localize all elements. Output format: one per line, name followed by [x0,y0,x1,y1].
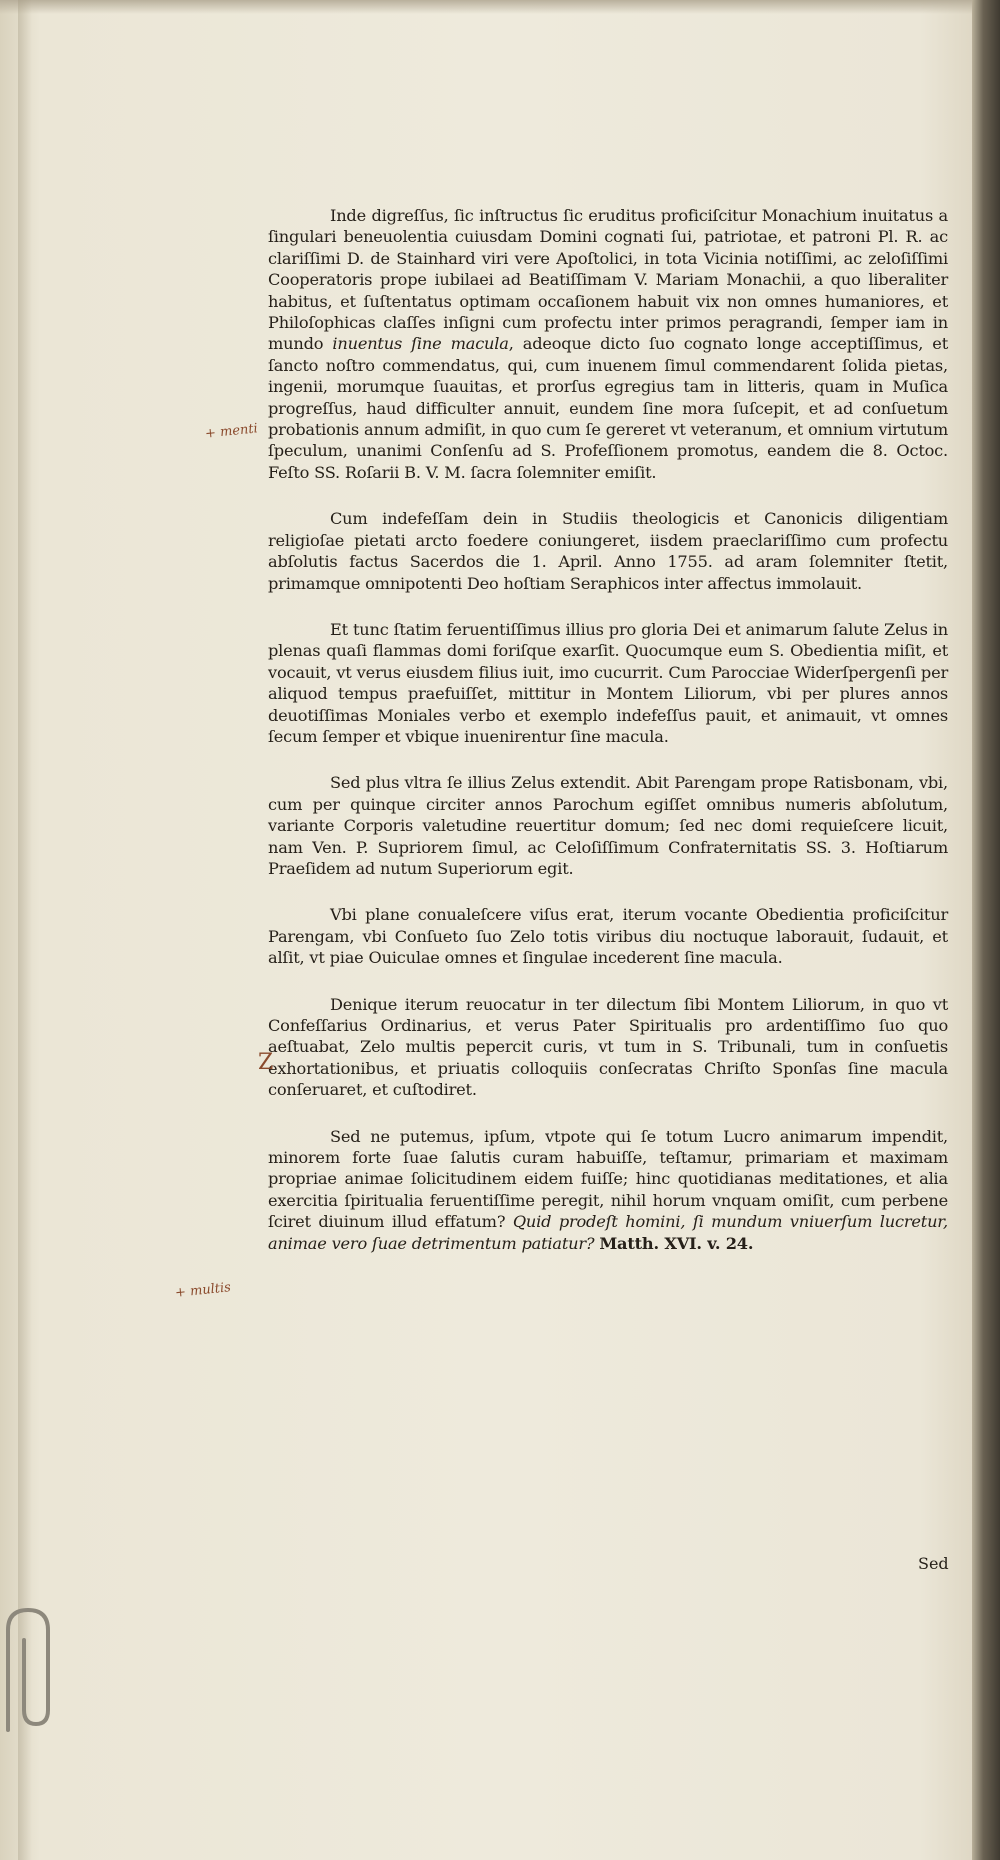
body-text [268,205,948,1279]
paragraph-7-text-a: Sed ne putemus, ipſum, vtpote qui ſe totum Lucro animarum impendit, minorem forte ſuae ſalutis curam habuiſſe, teſtamur, primariam et maximam propriae animae ſolicitudinem eidem fuiſſe; hinc quotidianas meditationes, et alia exercitia ſpiritualia feruentiſſime peregit, nihil horum vnquam omiſit, cum perbene ſciret diuinum illud effatum? [268,1126,948,1232]
paragraph-3: Et tunc ſtatim feruentiſſimus illius pro gloria Dei et animarum ſalute Zelus in plenas quaſi flammas domi foriſque exarſit. Quocumque eum S. Obedientia miſit, et vocauit, vt verus eiusdem filius iuit, imo cucurrit. Cum Parocciae Widerſpergenſi per aliquod tempus praefuiſſet, mittitur in Montem Liliorum, vbi per plures annos deuotiſſimas Moniales verbo et exemplo indefeſſus pauit, et animauit, vt omnes ſecum ſemper et vbique inuenirentur ſine macula. [268,619,948,746]
marginal-note-2: Z [258,1050,274,1075]
paragraph-6: Denique iterum reuocatur in ter dilectum ſibi Montem Liliorum, in quo vt Confeſſarius Ordinarius, et verus Pater Spiritualis pro ardentiſſimo ſuo quo aeſtuabat, Zelo multis pepercit curis, vt tum in S. Tribunali, tum in conſuetis exhortationibus, et priuatis colloquiis conſecratas Chriſto Sponſas ſine macula conſeruaret, et cuſtodiret. [268,994,948,1100]
paragraph-1-text-b: , adeoque dicto ſuo cognato longe acceptiſſimus, et ſancto noſtro commendatus, qui, cum inuenem ſimul commendarent ſolida pietas, ingenii, morumque ſuauitas, et prorſus egregius tam in litteris, quam in Muſica progreſſus, haud difficulter annuit, eundem ſine mora ſuſcepit, et ad conſuetum probationis annum admiſit, in quo cum ſe gereret vt veteranum, et omnium virtutum ſpeculum, unanimi Conſenſu ad S. Profeſſionem promotus, eandem die 8. Octoc. Feſto SS. Roſarii B. V. M. ſacra ſolemniter emiſit. [268,334,948,482]
paragraph-1-text-a: Inde digreſſus, ſic inſtructus ſic eruditus proficiſcitur Monachium inuitatus a ſingulari beneuolentia cuiusdam Domini cognati ſui, patriotae, et patroni Pl. R. ac clariſſimi D. de Stainhard viri vere Apoſtolici, in tota Vicinia notiſſimi, ac zeloſiſſimi Cooperatoris prope iubilaei ad Beatiſſimam V. Mariam Monachii, a quo liberaliter habitus, et ſuſtentatus optimam occaſionem habuit vix non omnes humaniores, et Philoſophicas claſſes inſigni cum profectu inter primos peragrandi, ſemper iam in mundo [268,206,948,354]
paragraph-1-italic: inuentus ſine macula [332,334,509,354]
paragraph-1 [268,205,948,483]
paragraph-5: Vbi plane conualeſcere viſus erat, iterum vocante Obedientia proficiſcitur Parengam, vbi Conſueto ſuo Zelo totis viribus diu noctuque laborauit, ſudauit, et alſit, vt piae Ouiculae omnes et ſingulae incederent ſine macula. [268,905,948,968]
paperclip-icon [0,1600,70,1740]
marginal-note-1: + menti [204,421,259,442]
paragraph-4: Sed plus vltra ſe illius Zelus extendit. Abit Parengam prope Ratisbonam, vbi, cum per quinque circiter annos Parochum egiſſet omnibus numeris abſolutum, variante Corporis valetudine reuertitur domum; ſed nec domi requieſcere licuit, nam Ven. P. Supriorem ſimul, ac Celoſiſſimum Confraternitatis SS. 3. Hoſtiarum Praeſidem ad nutum Superiorum egit. [268,773,948,878]
paragraph-2: Cum indefeſſam dein in Studiis theologicis et Canonicis diligentiam religioſae pietati arcto foedere coniungeret, iisdem praeclariſſimo cum profectu abſolutis factus Sacerdos die 1. April. Anno 1755. ad aram ſolemniter ſtetit, primamque omnipotenti Deo hoſtiam Seraphicos inter affectus immolauit. [268,509,948,593]
paragraph-7 [268,1126,948,1254]
catchword: Sed [918,1554,949,1573]
page-fold [18,0,32,1860]
bible-reference: Matth. XVI. v. 24. [599,1233,754,1253]
top-edge-shadow [0,0,1000,14]
binding-edge [972,0,1000,1860]
paragraph-7-italic: Quid prodeſt homini, ſi mundum vniuerſum lucretur, animae vero ſuae detrimentum patiatur? [268,1212,949,1253]
marginal-note-3: + multis [174,1280,232,1301]
